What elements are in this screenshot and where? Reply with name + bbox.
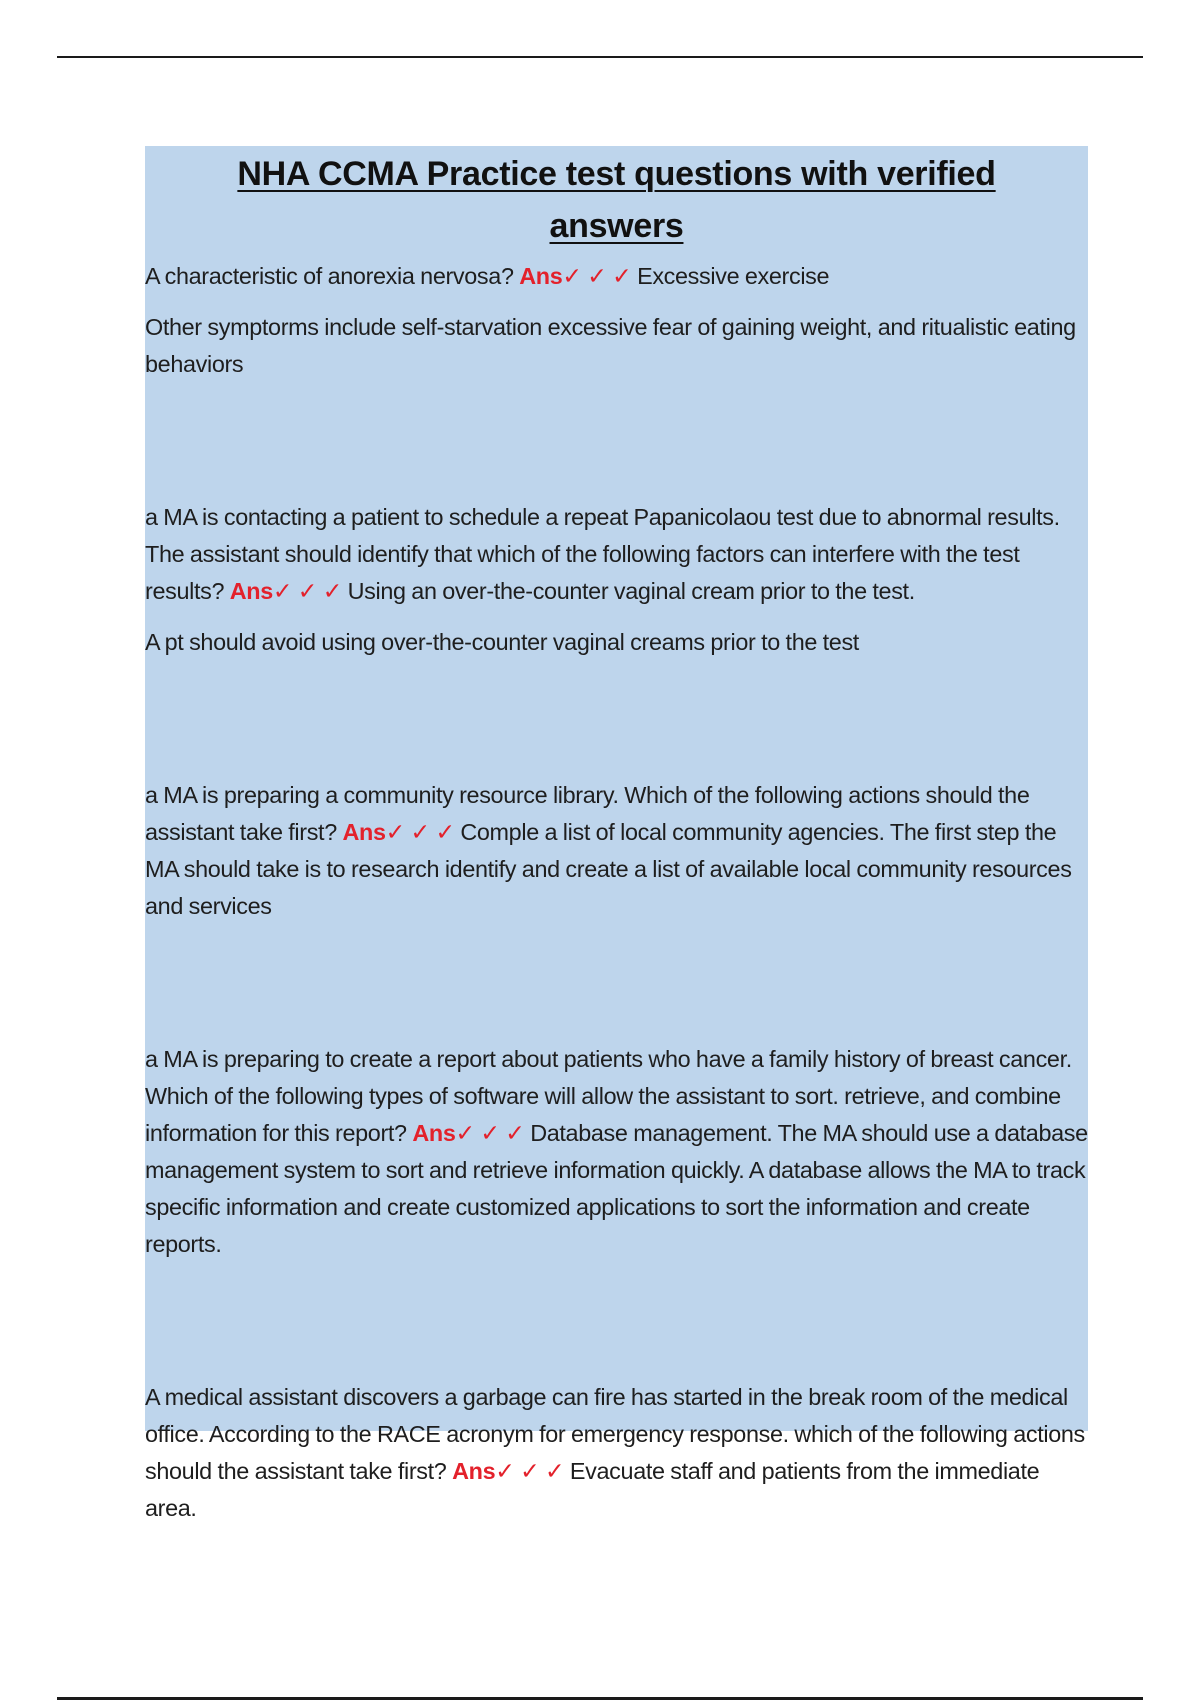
highlighted-content-area <box>145 146 1088 1521</box>
answer-text: Excessive exercise <box>631 263 830 289</box>
qa-item <box>145 1041 1088 1263</box>
answer-text: Using an over-the-counter vaginal cream prior to the test. <box>341 578 915 604</box>
check-marks-icon: ✓ ✓ ✓ <box>385 819 455 845</box>
question-text: A characteristic of anorexia nervosa? <box>145 263 520 289</box>
blank-line <box>145 397 1088 434</box>
question-text: A medical assistant discovers a garbage can fire has started in the break room of the medical office. According to the RACE acronym for emergency response. which of the following actions should the assistant take first? <box>145 1384 1085 1484</box>
explanation-text: Other symptorms include self-starvation excessive fear of gaining weight, and ritualistic eating behaviors <box>145 314 1076 377</box>
blank-line <box>145 675 1088 712</box>
blank-line <box>145 990 1088 1027</box>
answer-label: Ans <box>519 263 563 289</box>
check-marks-icon: ✓ ✓ ✓ <box>495 1458 565 1484</box>
title-line-1: NHA CCMA Practice test questions with verified <box>237 155 996 193</box>
question-text: a MA is preparing a community resource library. Which of the following actions should the assistant take first? <box>145 782 1030 845</box>
document-title <box>145 146 1088 252</box>
check-marks-icon: ✓ ✓ ✓ <box>562 263 632 289</box>
answer-text: Evacuate staff and patients from the immediate area. <box>145 1458 1040 1521</box>
question-text: a MA is preparing to create a report about patients who have a family history of breast cancer. Which of the following types of software will allow the assistant to sort. retrieve, and combine information for this report? <box>145 1046 1072 1146</box>
answer-label: Ans <box>452 1458 496 1484</box>
blank-line <box>145 939 1088 976</box>
answer-text: Comple a list of local community agencies. The first step the MA should take is to research identify and create a list of available local community resources and services <box>145 819 1072 919</box>
qa-item <box>145 1379 1088 1527</box>
answer-text: Database management. The MA should use a database management system to sort and retrieve information quickly. A database allows the MA to track specific information and create customized applications to sort the information and create reports. <box>145 1120 1088 1257</box>
blank-line <box>145 1328 1088 1365</box>
question-text: a MA is contacting a patient to schedule a repeat Papanicolaou test due to abnormal results. The assistant should identify that which of the following factors can interfere with the test results? <box>145 504 1060 604</box>
check-marks-icon: ✓ ✓ ✓ <box>272 578 342 604</box>
answer-label: Ans <box>229 578 273 604</box>
qa-item <box>145 777 1088 925</box>
header-rule <box>57 56 1143 58</box>
title-line-2: answers <box>549 207 684 245</box>
answer-label: Ans <box>342 819 386 845</box>
qa-item <box>145 499 1088 610</box>
answer-label: Ans <box>412 1120 456 1146</box>
blank-line <box>145 1277 1088 1314</box>
explanation-text: A pt should avoid using over-the-counter vaginal creams prior to the test <box>145 629 859 655</box>
blank-line <box>145 726 1088 763</box>
check-marks-icon: ✓ ✓ ✓ <box>455 1120 525 1146</box>
qa-list <box>145 258 1088 1527</box>
qa-item <box>145 258 1088 295</box>
blank-line <box>145 448 1088 485</box>
